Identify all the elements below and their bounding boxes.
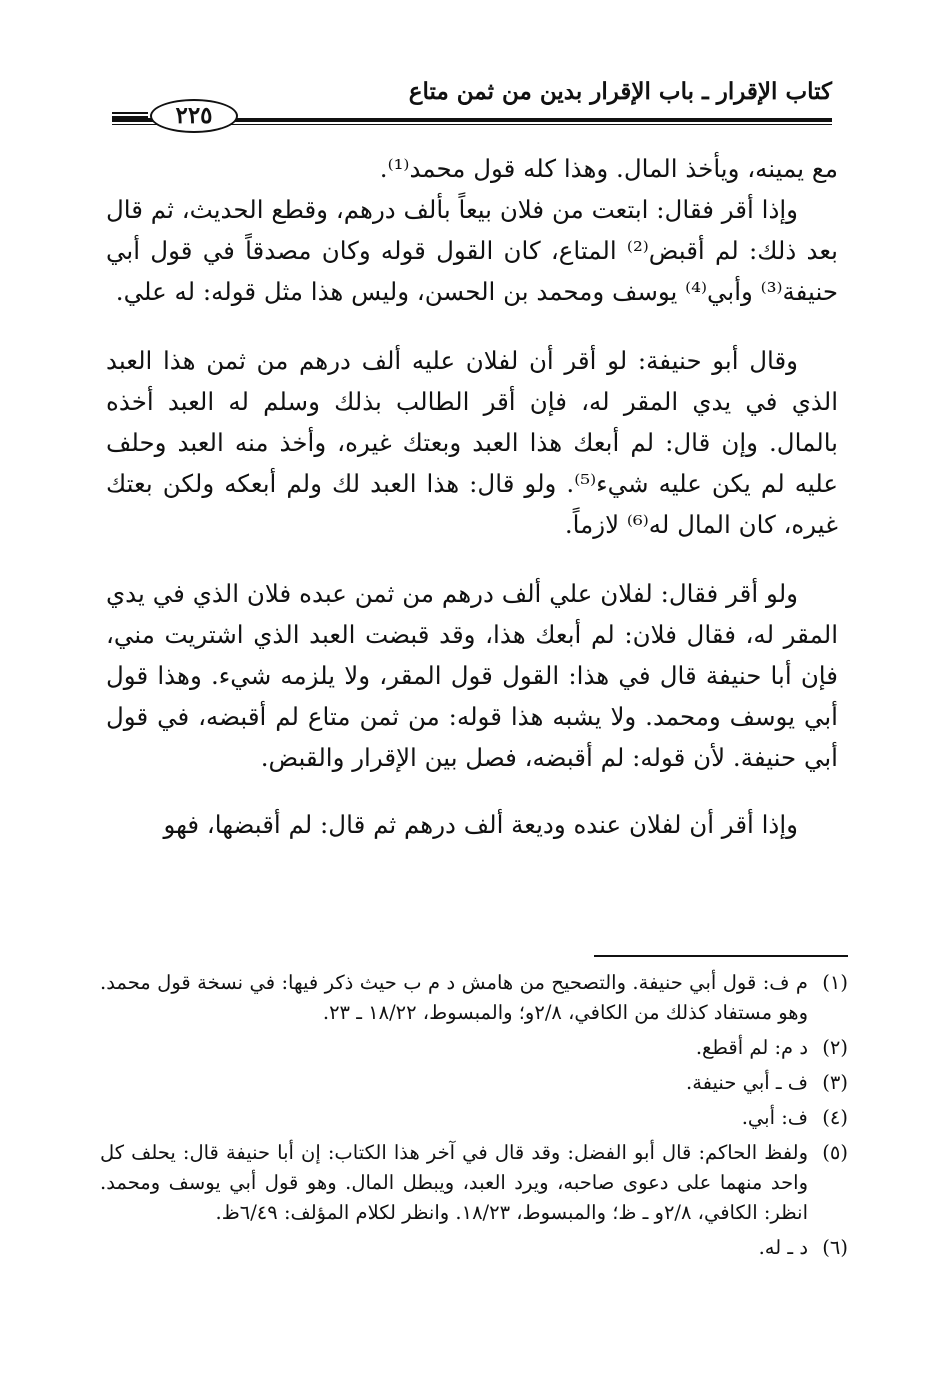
running-title: كتاب الإقرار ـ باب الإقرار بدين من ثمن متاع xyxy=(408,78,832,105)
main-text xyxy=(106,148,838,845)
footnote-number: (٤) xyxy=(822,1106,848,1129)
footnote-number: (١) xyxy=(822,971,848,994)
paragraph-5: وإذا أقر أن لفلان عنده وديعة ألف درهم ثم قال: لم أقبضها، فهو xyxy=(163,810,798,839)
page-number: ٢٢٥ xyxy=(150,99,238,133)
paragraph-1: مع يمينه، ويأخذ المال. وهذا كله قول محمد⁽¹⁾. xyxy=(379,154,838,183)
footnote-2 xyxy=(100,1033,848,1063)
paragraph-4: ولو أقر فقال: لفلان علي ألف درهم من ثمن عبده فلان الذي في يدي المقر له، فقال فلان: لم أبعك هذا، وقد قبضت العبد الذي اشتريت مني، فإن أبا حنيفة قال في هذا: القول قول المقر، ولا يلزمه شيء. وهذا قول أبي يوسف ومحمد. ولا يشبه هذا قوله: من ثمن متاع لم أقبضه، في قول أبي حنيفة. لأن قوله: لم أقبضه، فصل بين الإقرار والقبض. xyxy=(106,579,838,772)
footnote-5 xyxy=(100,1138,848,1228)
footnote-1 xyxy=(100,968,848,1028)
footnote-text: د م: لم أقطع. xyxy=(695,1036,808,1059)
footnote-number: (٢) xyxy=(822,1036,848,1059)
paragraph-2: وإذا أقر فقال: ابتعت من فلان بيعاً بألف درهم، وقطع الحديث، ثم قال بعد ذلك: لم أقبض⁽²⁾ المتاع، كان القول قوله وكان مصدقاً في قول أبي حنيفة⁽³⁾ وأبي⁽⁴⁾ يوسف ومحمد بن الحسن، وليس هذا مثل قوله: له علي. xyxy=(106,195,838,306)
paragraph-3: وقال أبو حنيفة: لو أقر أن لفلان عليه ألف درهم من ثمن هذا العبد الذي في يدي المقر له، فإن أقر الطالب بذلك وسلم له العبد أخذه بالمال. وإن قال: لم أبعك هذا العبد وبعتك غيره، وأخذ منه العبد وحلف عليه لم يكن عليه شيء⁽⁵⁾. ولو قال: هذا العبد لك ولم أبعكه ولكن بعتك غيره، كان المال له⁽⁶⁾ لازماً. xyxy=(106,346,838,539)
footnote-text: ولفظ الحاكم: قال أبو الفضل: وقد قال في آخر هذا الكتاب: إن أبا حنيفة قال: يحلف كل واحد منهما على دعوى صاحبه، ويرد العبد، ويبطل المال. وهو قول أبي يوسف ومحمد. انظر: الكافي، ٢/٨و ـ ظ؛ والمبسوط، ١٨/٢٣. وانظر لكلام المؤلف: ٦/٤٩ظ. xyxy=(100,1141,808,1224)
header-rule-left-upper xyxy=(112,112,148,114)
footnote-number: (٦) xyxy=(822,1236,848,1259)
footnote-separator xyxy=(594,955,848,957)
footnotes xyxy=(100,968,848,1268)
footnote-3 xyxy=(100,1068,848,1098)
footnote-4 xyxy=(100,1103,848,1133)
footnote-text: ف ـ أبي حنيفة. xyxy=(686,1071,808,1094)
footnote-number: (٣) xyxy=(822,1071,848,1094)
footnote-text: د ـ له. xyxy=(758,1236,808,1259)
footnote-number: (٥) xyxy=(822,1141,848,1164)
footnote-6 xyxy=(100,1233,848,1263)
footnote-text: ف: أبي. xyxy=(741,1106,808,1129)
footnote-text: م ف: قول أبي حنيفة. والتصحيح من هامش د م ب حيث ذكر فيها: في نسخة قول محمد. وهو مستفاد كذلك من الكافي، ٢/٨و؛ والمبسوط، ١٨/٢٢ ـ ٢٣. xyxy=(100,971,808,1024)
